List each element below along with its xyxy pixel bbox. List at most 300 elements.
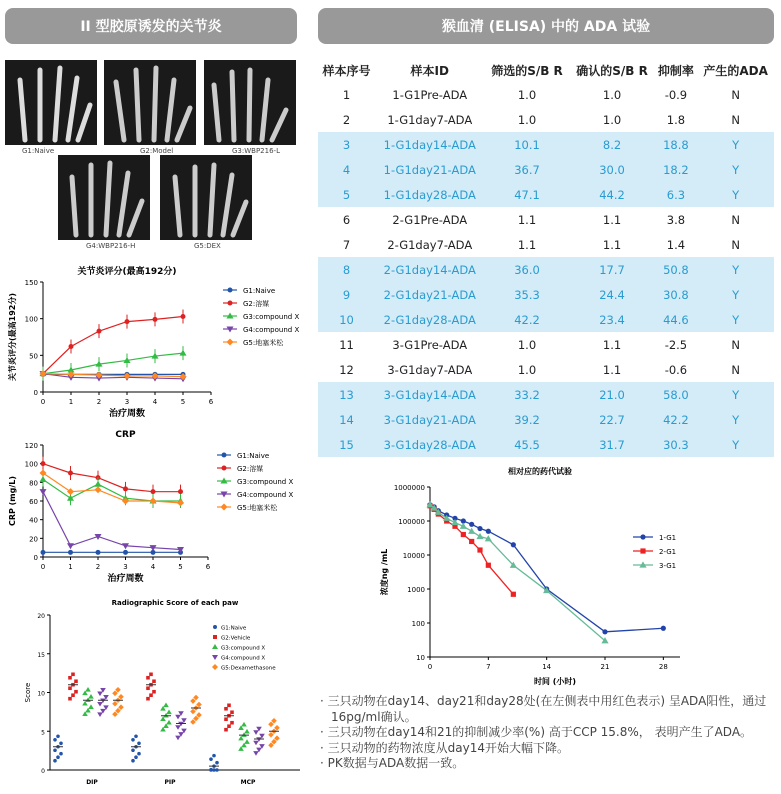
bullet-item: · 三只动物的药物浓度从day14开始大幅下降。 [320, 740, 569, 755]
category-label: PIP [164, 779, 176, 786]
data-point [230, 721, 234, 725]
y-tick-label: 0 [33, 554, 38, 562]
data-point [151, 489, 156, 494]
bullet-item: · 三只动物在day14和21的抑制减少率(%) 高于CCP 15.8%， 表明产生了ADA。 [320, 725, 753, 739]
data-point [477, 547, 482, 552]
y-axis-label: 关节炎评分(最高192分) [8, 292, 17, 382]
data-point [175, 725, 181, 730]
conclusion-bullets [320, 694, 776, 772]
table-cell-inhib: 42.2 [655, 407, 698, 432]
y-tick-label: 100 [24, 460, 38, 469]
table-cell-ada: Y [697, 257, 774, 282]
data-point [640, 548, 645, 553]
table-cell-inhib: 1.8 [666, 112, 686, 127]
x-tick-label: 21 [600, 663, 610, 671]
legend-label: G1:Naive [237, 452, 270, 460]
table-cell-confirm: 17.7 [570, 257, 655, 282]
legend-label: G5:地塞米松 [237, 504, 278, 512]
data-point [53, 748, 57, 752]
data-point [71, 672, 75, 676]
x-tick-label: 5 [178, 563, 183, 571]
data-point [227, 724, 231, 728]
table-cell-screen: 1.1 [517, 212, 537, 227]
data-point [96, 550, 101, 555]
data-point [166, 709, 172, 714]
table-cell-screen: 1.0 [517, 112, 537, 127]
data-point [476, 533, 483, 539]
table-cell-id: 3-G1Pre-ADA [392, 337, 468, 352]
data-point [227, 339, 234, 346]
data-point [451, 519, 458, 525]
xray-g2-image [104, 60, 196, 145]
table-cell-no: 12 [339, 362, 354, 377]
y-tick-label: 100 [411, 620, 425, 628]
bullet-text: 三只动物在day14、day21和day28处(在左侧表中用红色表示) 呈ADA阳性，通过16pg/ml确认。 [327, 694, 767, 724]
y-tick-label: 150 [24, 279, 38, 287]
data-point [468, 528, 475, 534]
data-point [244, 729, 250, 734]
data-point [152, 679, 156, 683]
data-point [131, 748, 135, 752]
data-point [180, 350, 187, 356]
table-row [318, 107, 774, 132]
table-cell-confirm: 22.7 [570, 407, 655, 432]
series-line [430, 506, 513, 594]
data-point [124, 372, 131, 379]
data-point [137, 741, 141, 745]
col-header-inhibition: 抑制率 [657, 63, 694, 78]
data-point [222, 466, 227, 471]
x-tick-label: 6 [208, 398, 214, 406]
xray-g1-image [5, 60, 97, 145]
data-point [253, 730, 259, 735]
data-point [224, 728, 228, 732]
data-point [59, 741, 63, 745]
bullet-text: 三只动物在day14和21的抑制减少率(%) 高于CCP 15.8%， 表明产生了ADA。 [327, 725, 753, 739]
data-point [53, 738, 57, 742]
table-cell-inhib: 18.2 [655, 157, 698, 182]
x-tick-label: 3 [124, 398, 130, 406]
table-cell-id: 3-G1day14-ADA [375, 382, 484, 407]
legend-label: G4:compound X [221, 655, 266, 662]
data-point [134, 734, 138, 738]
xray-g3-image [204, 60, 296, 145]
x-tick-label: 3 [123, 563, 128, 571]
data-point [97, 712, 103, 717]
xray-caption-g1: G1:Naive [22, 147, 55, 155]
legend-label: 3-G1 [659, 562, 677, 570]
series-line [43, 316, 183, 373]
legend-label: G2:Vehicle [221, 635, 251, 642]
table-cell-no: 6 [342, 212, 351, 227]
data-point [149, 672, 153, 676]
y-tick-label: 20 [29, 535, 38, 544]
x-tick-label: 28 [658, 663, 668, 671]
data-point [68, 686, 72, 690]
bullet-item: · 三只动物在day14、day21和day28处(在左侧表中用红色表示) 呈ADA阳性，通过16pg/ml确认。 [320, 694, 767, 724]
left-header-text: II 型胶原诱发的关节炎 [80, 19, 222, 35]
xray-caption-g2: G2:Model [140, 147, 174, 155]
radiographic-score-chart [5, 595, 305, 790]
table-cell-confirm: 30.0 [570, 157, 655, 182]
table-row [318, 307, 774, 332]
data-point [137, 752, 141, 756]
data-point [602, 629, 607, 634]
y-tick-label: 60 [29, 498, 38, 506]
data-point [511, 592, 516, 597]
table-row [318, 357, 774, 382]
data-point [228, 288, 233, 293]
y-tick-label: 10 [37, 690, 45, 698]
data-point [469, 522, 474, 527]
x-tick-label: 5 [180, 398, 186, 406]
x-axis-label: 时间 (小时) [533, 677, 577, 686]
table-cell-ada: Y [697, 307, 774, 332]
table-cell-inhib: 44.6 [655, 307, 698, 332]
data-point [469, 539, 474, 544]
y-axis-label: 浓度ng /mL [380, 548, 389, 596]
data-point [68, 697, 72, 701]
x-tick-label: 1 [68, 398, 74, 406]
data-point [241, 722, 247, 727]
table-row [318, 82, 774, 107]
y-tick-label: 0 [33, 389, 38, 397]
data-point [88, 704, 94, 709]
data-point [123, 486, 128, 491]
data-point [97, 691, 103, 696]
legend-label: G3:compound X [221, 645, 266, 652]
table-cell-no: 4 [318, 157, 375, 182]
x-tick-label: 4 [152, 398, 158, 406]
table-cell-id: 2-G1day21-ADA [375, 282, 484, 307]
y-tick-label: 10000 [402, 552, 425, 560]
data-point [486, 563, 491, 568]
legend-label: G5:Dexamethasone [221, 665, 276, 672]
table-cell-confirm: 1.0 [602, 87, 622, 102]
data-point [224, 717, 228, 721]
right-section-header [318, 8, 774, 44]
table-cell-confirm: 44.2 [570, 182, 655, 207]
data-point [56, 755, 60, 759]
table-cell-screen: 36.7 [485, 157, 570, 182]
bullet-text: PK数据与ADA数据一致。 [327, 756, 465, 770]
data-point [134, 755, 138, 759]
y-tick-label: 80 [29, 479, 38, 488]
table-cell-inhib: 3.8 [666, 212, 686, 227]
data-point [40, 476, 47, 482]
data-point [85, 687, 91, 692]
x-tick-label: 0 [40, 398, 46, 406]
table-cell-id: 3-G1day28-ADA [375, 432, 484, 457]
data-point [67, 488, 74, 495]
data-point [67, 495, 74, 501]
x-tick-label: 6 [205, 563, 211, 571]
table-cell-ada: N [731, 112, 740, 127]
data-point [131, 759, 135, 763]
table-cell-no: 7 [342, 237, 351, 252]
table-cell-ada: Y [697, 407, 774, 432]
legend-label: G3:compound X [237, 478, 294, 486]
table-cell-ada: N [731, 237, 740, 252]
table-cell-no: 1 [342, 87, 351, 102]
table-cell-inhib: -2.5 [664, 337, 688, 352]
data-point [222, 453, 227, 458]
legend-label: G2:溶媒 [237, 465, 264, 473]
table-cell-id: 1-G1day14-ADA [375, 132, 484, 157]
data-point [125, 319, 130, 324]
table-cell-confirm: 21.0 [570, 382, 655, 407]
data-point [88, 694, 94, 699]
table-cell-inhib: -0.9 [664, 87, 688, 102]
data-point [40, 489, 47, 495]
category-label: DIP [86, 779, 98, 786]
table-cell-ada: N [731, 337, 740, 352]
y-tick-label: 1000000 [393, 484, 425, 492]
data-point [146, 676, 150, 680]
table-cell-id: 2-G1day7-ADA [387, 237, 473, 252]
legend-label: G4:compound X [243, 326, 300, 334]
left-section-header [5, 8, 297, 44]
x-tick-label: 4 [150, 563, 156, 571]
data-point [153, 317, 158, 322]
y-tick-label: 1000 [407, 586, 425, 594]
table-cell-id: 1-G1day7-ADA [387, 112, 473, 127]
ada-table-header [318, 58, 774, 82]
table-cell-confirm: 31.7 [570, 432, 655, 457]
table-row [318, 407, 774, 432]
data-point [149, 693, 153, 697]
chart-title: CRP [115, 430, 136, 440]
table-cell-no: 10 [318, 307, 375, 332]
table-row [318, 207, 774, 232]
data-point [95, 481, 102, 487]
data-point [178, 489, 183, 494]
table-cell-screen: 33.2 [485, 382, 570, 407]
data-point [53, 759, 57, 763]
table-row [318, 157, 774, 182]
chart-title: 相对应的药代试验 [508, 467, 572, 476]
table-cell-no: 2 [342, 112, 351, 127]
legend-label: G2:溶媒 [243, 300, 270, 308]
data-point [68, 471, 73, 476]
data-point [97, 702, 103, 707]
y-tick-label: 100000 [398, 518, 425, 526]
category-label: MCP [240, 779, 256, 786]
y-tick-label: 0 [41, 768, 45, 775]
data-point [74, 679, 78, 683]
table-cell-id: 1-G1Pre-ADA [392, 87, 468, 102]
table-cell-id: 2-G1day14-ADA [375, 257, 484, 282]
data-point [209, 768, 213, 772]
table-cell-screen: 1.1 [517, 237, 537, 252]
data-point [56, 734, 60, 738]
data-point [131, 738, 135, 742]
table-cell-ada: Y [697, 382, 774, 407]
pk-chart [375, 462, 705, 690]
col-header-sample-id: 样本ID [410, 63, 449, 78]
legend-label: G1:Naive [243, 287, 276, 295]
table-cell-ada: Y [697, 432, 774, 457]
data-point [68, 676, 72, 680]
table-cell-no: 11 [339, 337, 354, 352]
bullet-text: 三只动物的药物浓度从day14开始大幅下降。 [327, 740, 569, 755]
data-point [477, 526, 482, 531]
col-header-ada: 产生的ADA [703, 63, 768, 78]
table-cell-screen: 36.0 [485, 257, 570, 282]
x-tick-label: 0 [427, 663, 433, 671]
data-point [213, 635, 217, 639]
data-point [212, 644, 218, 649]
x-axis-label: 治疗周数 [107, 574, 144, 584]
crp-chart [5, 425, 305, 585]
table-cell-ada: N [731, 362, 740, 377]
xray-caption-g5: G5:DEX [194, 242, 221, 250]
table-cell-inhib: 30.3 [655, 432, 698, 457]
legend-label: G3:compound X [243, 313, 300, 321]
series-line [43, 473, 181, 503]
y-tick-label: 10 [416, 654, 425, 662]
data-point [461, 532, 466, 537]
x-tick-label: 2 [95, 563, 101, 571]
data-point [41, 550, 46, 555]
table-row [318, 232, 774, 257]
table-cell-ada: N [731, 87, 740, 102]
table-cell-no: 13 [318, 382, 375, 407]
chart-title: 关节炎评分(最高192分) [77, 267, 177, 277]
table-cell-no: 5 [318, 182, 375, 207]
xray-caption-g4: G4:WBP216-H [86, 242, 136, 250]
table-cell-ada: Y [697, 157, 774, 182]
table-cell-id: 3-G1day7-ADA [387, 362, 473, 377]
series-line [43, 353, 183, 374]
table-cell-confirm: 1.1 [602, 337, 622, 352]
table-cell-confirm: 8.2 [570, 132, 655, 157]
data-point [163, 702, 169, 707]
data-point [123, 550, 128, 555]
table-cell-screen: 39.2 [485, 407, 570, 432]
x-tick-label: 0 [40, 563, 46, 571]
legend-label: G4:compound X [237, 491, 294, 499]
legend-label: G1:Naive [221, 625, 247, 632]
table-cell-no: 14 [318, 407, 375, 432]
table-cell-inhib: 6.3 [655, 182, 698, 207]
table-cell-confirm: 23.4 [570, 307, 655, 332]
data-point [244, 739, 250, 744]
legend-label: 2-G1 [659, 548, 677, 556]
table-cell-inhib: 30.8 [655, 282, 698, 307]
chart-title: Radiographic Score of each paw [111, 599, 239, 607]
data-point [152, 690, 156, 694]
table-cell-screen: 1.0 [517, 337, 537, 352]
data-point [486, 529, 491, 534]
table-cell-inhib: 50.8 [655, 257, 698, 282]
xray-caption-g3: G3:WBP216-L [232, 147, 280, 155]
data-point [68, 550, 73, 555]
col-header-sample-no: 样本序号 [322, 63, 371, 78]
table-row [318, 382, 774, 407]
data-point [221, 504, 228, 511]
data-point [209, 757, 213, 761]
series-line [43, 492, 181, 550]
table-cell-id: 1-G1day28-ADA [375, 182, 484, 207]
data-point [69, 344, 74, 349]
table-cell-id: 2-G1day28-ADA [375, 307, 484, 332]
table-cell-screen: 35.3 [485, 282, 570, 307]
data-point [253, 751, 259, 756]
table-cell-inhib: 1.4 [666, 237, 686, 252]
table-cell-screen: 47.1 [485, 182, 570, 207]
x-axis-label: 治疗周数 [108, 409, 146, 419]
table-cell-confirm: 1.1 [602, 237, 622, 252]
data-point [59, 752, 63, 756]
table-cell-no: 15 [318, 432, 375, 457]
data-point [215, 768, 219, 772]
table-cell-id: 1-G1day21-ADA [375, 157, 484, 182]
data-point [640, 534, 645, 539]
table-cell-no: 9 [318, 282, 375, 307]
arthritis-score-chart [5, 260, 305, 420]
x-tick-label: 14 [542, 663, 552, 671]
table-row [318, 432, 774, 457]
data-point [230, 710, 234, 714]
table-row [318, 257, 774, 282]
table-row [318, 182, 774, 207]
data-point [661, 626, 666, 631]
table-cell-confirm: 24.4 [570, 282, 655, 307]
table-cell-confirm: 1.1 [602, 212, 622, 227]
data-point [67, 543, 74, 549]
data-point [511, 542, 516, 547]
y-tick-label: 20 [37, 613, 45, 620]
data-point [146, 686, 150, 690]
y-tick-label: 50 [29, 352, 38, 361]
table-cell-screen: 1.0 [517, 87, 537, 102]
table-cell-no: 8 [318, 257, 375, 282]
bullet-item: · PK数据与ADA数据一致。 [320, 756, 465, 770]
data-point [97, 329, 102, 334]
series-line [430, 505, 663, 632]
x-tick-label: 7 [486, 663, 491, 671]
data-point [74, 690, 78, 694]
data-point [40, 470, 47, 477]
right-header-text: 猴血清 (ELISA) 中的 ADA 试验 [441, 19, 651, 35]
table-cell-id: 3-G1day21-ADA [375, 407, 484, 432]
table-cell-inhib: 58.0 [655, 382, 698, 407]
data-point [175, 736, 181, 741]
x-tick-label: 2 [96, 398, 102, 406]
table-cell-inhib: 18.8 [655, 132, 698, 157]
table-cell-screen: 10.1 [485, 132, 570, 157]
legend-label: 1-G1 [659, 534, 677, 542]
data-point [41, 461, 46, 466]
data-point [212, 655, 218, 660]
data-point [213, 625, 217, 629]
ada-table [318, 58, 774, 457]
xray-g4-image [58, 155, 150, 240]
table-cell-id: 2-G1Pre-ADA [392, 212, 468, 227]
data-point [215, 761, 219, 765]
table-cell-screen: 45.5 [485, 432, 570, 457]
data-point [224, 707, 228, 711]
table-cell-ada: Y [697, 282, 774, 307]
y-tick-label: 120 [24, 442, 38, 450]
table-cell-screen: 1.0 [517, 362, 537, 377]
data-point [181, 314, 186, 319]
table-cell-inhib: -0.6 [664, 362, 688, 377]
y-tick-label: 40 [29, 516, 38, 525]
data-point [212, 664, 218, 670]
data-point [227, 703, 231, 707]
